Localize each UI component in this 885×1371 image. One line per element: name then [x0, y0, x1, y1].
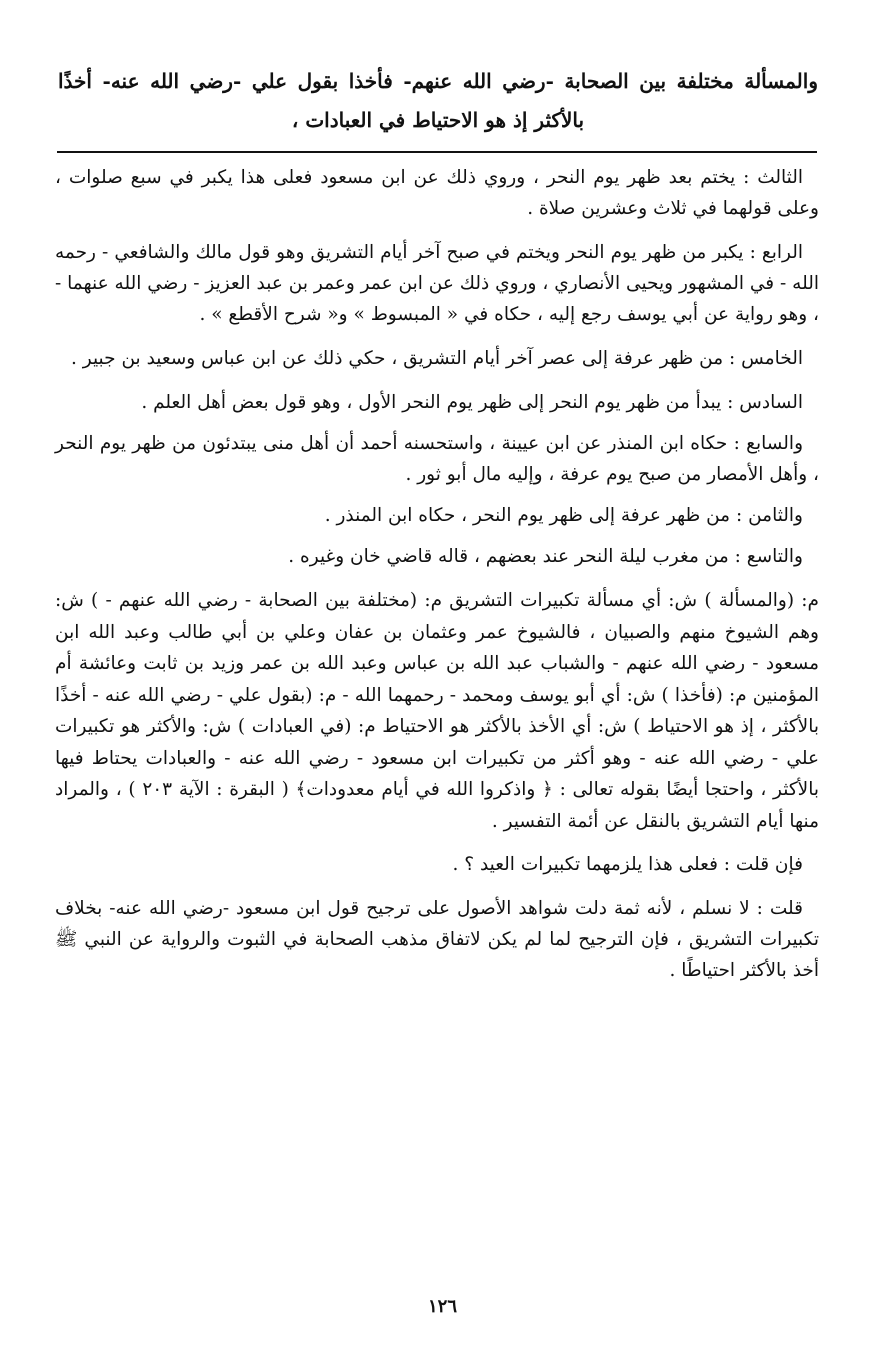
page-number: ١٢٦	[427, 1296, 457, 1317]
matn-text: والمسألة مختلفة بين الصحابة -رضي الله عنهم- فأخذا بقول علي -رضي الله عنه- أخذًا بالأكثر إذ هو الاحتياط في العبادات ،	[58, 69, 818, 132]
answer-paragraph: قلت : لا نسلم ، لأنه ثمة دلت شواهد الأصول على ترجيح قول ابن مسعود -رضي الله عنه- بخلاف تكبيرات التشريق ، فإن الترجيح لما لم يكن لاتفاق مذهب الصحابة في الثبوت والرواية عن النبي ﷺ أخذ بالأكثر احتياطًا .	[55, 898, 819, 981]
separator-rule	[57, 151, 817, 153]
opinion-fifth: الخامس : من ظهر عرفة إلى عصر آخر أيام التشريق ، حكي ذلك عن ابن عباس وسعيد بن جبير .	[71, 348, 803, 369]
sharh-paragraph: م: (والمسألة ) ش: أي مسألة تكبيرات التشريق م: (مختلفة بين الصحابة - رضي الله عنهم - ) ش: وهم الشيوخ منهم والصبيان ، فالشيوخ عمر وعثمان بن عفان وعلي بن أبي طالب وعبد الله ابن مسعود - رضي الله عنهم - والشباب عبد الله بن عباس وعبد الله بن عمر وزيد بن ثابت وعائشة أم المؤمنين م: (فأخذا ) ش: أي أبو يوسف ومحمد - رحمهما الله - م: (بقول علي - رضي الله عنه - أخذًا بالأكثر ، إذ هو الاحتياط ) ش: أي الأخذ بالأكثر هو الاحتياط م: (في العبادات ) ش: والأكثر هو تكبيرات علي - رضي الله عنه - وهو أكثر من تكبيرات ابن مسعود - رضي الله عنه - والعبادات يحتاط فيها بالأكثر ، واحتجا أيضًا بقوله تعالى : ﴿ واذكروا الله في أيام معدودات﴾ ( البقرة : الآية ٢٠٣ ) ، والمراد منها أيام التشريق بالنقل عن أئمة التفسير .	[55, 590, 819, 832]
opinion-seventh: والسابع : حكاه ابن المنذر عن ابن عيينة ، واستحسنه أحمد أن أهل منى يبتدئون من ظهر يوم النحر ، وأهل الأمصار من صبح يوم عرفة ، وإليه مال أبو ثور .	[55, 433, 819, 485]
opinion-ninth: والتاسع : من مغرب ليلة النحر عند بعضهم ، قاله قاضي خان وغيره .	[288, 546, 803, 567]
opinion-sixth: السادس : يبدأ من ظهر يوم النحر إلى ظهر يوم النحر الأول ، وهو قول بعض أهل العلم .	[141, 392, 803, 413]
opinion-eighth: والثامن : من ظهر عرفة إلى ظهر يوم النحر ، حكاه ابن المنذر .	[324, 505, 803, 526]
opinion-fourth: الرابع : يكبر من ظهر يوم النحر ويختم في صبح آخر أيام التشريق وهو قول مالك والشافعي - رحمه الله - في المشهور ويحيى الأنصاري ، وروي ذلك عن ابن عمر وعمر بن عبد العزيز - رضي الله عنهما - ، وهو رواية عن أبي يوسف رجع إليه ، حكاه في « المبسوط » و« شرح الأقطع » .	[55, 242, 819, 325]
opinion-third: الثالث : يختم بعد ظهر يوم النحر ، وروي ذلك عن ابن مسعود فعلى هذا يكبر في سبع صلوات ، وعلى قولهما في ثلاث وعشرين صلاة .	[55, 167, 819, 219]
commentary-body	[55, 162, 819, 999]
question-paragraph: فإن قلت : فعلى هذا يلزمهما تكبيرات العيد ؟ .	[452, 854, 803, 875]
